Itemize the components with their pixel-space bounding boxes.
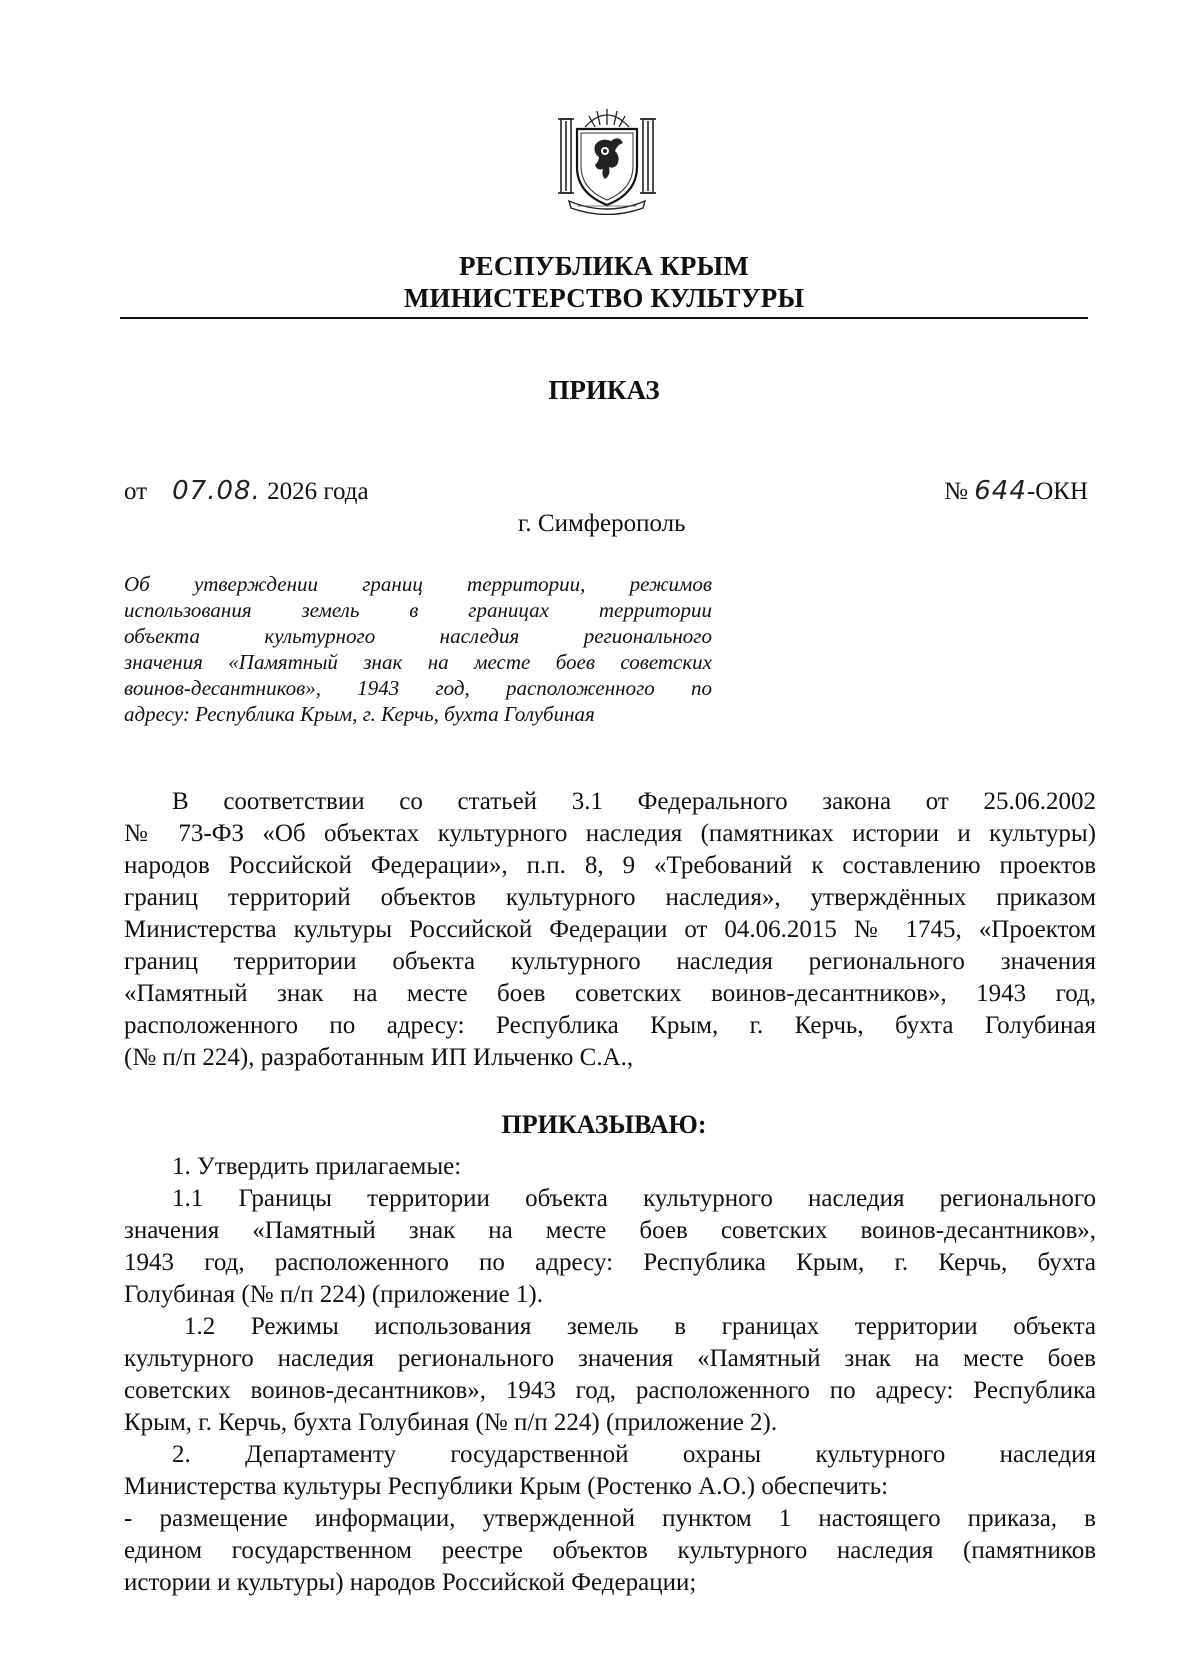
preamble-line: границ территории объекта культурного наследия регионального значения (124, 948, 1096, 975)
order-line: Крым, г. Керчь, бухта Голубиная (№ п/п 224) (приложение 2). (124, 1409, 778, 1436)
order-line: 2. Департаменту государственной охраны культурного наследия (172, 1441, 1096, 1468)
document-date (124, 476, 369, 506)
date-year: 2026 года (267, 478, 369, 505)
crimea-coat-of-arms-icon (555, 105, 659, 215)
preamble-line: Министерства культуры Российской Федерации от 04.06.2015 № 1745, «Проектом (124, 916, 1096, 943)
order-line: истории и культуры) народов Российской Федерации; (124, 1569, 697, 1596)
order-line: 1943 год, расположенного по адресу: Республика Крым, г. Керчь, бухта (124, 1249, 1096, 1276)
city-name: г. Симферополь (518, 510, 686, 537)
order-line: культурного наследия регионального значения «Памятный знак на месте боев (124, 1345, 1096, 1372)
document-number (944, 476, 1088, 506)
header-divider (120, 317, 1088, 319)
number-prefix: № (944, 478, 968, 505)
document-type-title: ПРИКАЗ (548, 375, 660, 405)
order-line: 1. Утвердить прилагаемые: (172, 1153, 462, 1180)
order-line: - размещение информации, утвержденной пунктом 1 настоящего приказа, в (124, 1505, 1096, 1532)
handwritten-number: 644 (974, 476, 1027, 506)
subject-line: Об утверждении границ территории, режимов (124, 572, 712, 596)
order-line: 1.1 Границы территории объекта культурного наследия регионального (172, 1185, 1096, 1212)
preamble-paragraph (124, 786, 1096, 1074)
subject-line: объекта культурного наследия регионального (124, 624, 712, 648)
preamble-line: народов Российской Федерации», п.п. 8, 9 «Требований к составлению проектов (124, 852, 1096, 879)
order-line: советских воинов-десантников», 1943 год, расположенного по адресу: Республика (124, 1377, 1096, 1404)
preamble-line: «Памятный знак на месте боев советских воинов-десантников», 1943 год, (124, 980, 1096, 1007)
subject-line: воинов-десантников», 1943 год, расположенного по (124, 676, 712, 700)
date-prefix: от (124, 478, 148, 505)
preamble-line: (№ п/п 224), разработанным ИП Ильченко С.А., (124, 1044, 634, 1071)
order-line: едином государственном реестре объектов культурного наследия (памятников (124, 1537, 1096, 1564)
order-line: Голубиная (№ п/п 224) (приложение 1). (124, 1281, 544, 1308)
order-directive-heading: ПРИКАЗЫВАЮ: (501, 1110, 707, 1139)
subject-line: использования земель в границах территории (124, 598, 712, 622)
subject-line: значения «Памятный знак на месте боев советских (124, 650, 712, 674)
preamble-line: № 73-ФЗ «Об объектах культурного наследия (памятниках истории и культуры) (124, 820, 1096, 847)
preamble-line: В соответствии со статьей 3.1 Федерального закона от 25.06.2002 (172, 788, 1096, 815)
organization-name-line2: МИНИСТЕРСТВО КУЛЬТУРЫ (403, 283, 805, 313)
preamble-line: границ территорий объектов культурного наследия», утверждённых приказом (124, 884, 1096, 911)
order-subject (124, 571, 712, 727)
preamble-line: расположенного по адресу: Республика Крым, г. Керчь, бухта Голубиная (124, 1012, 1096, 1039)
order-line: 1.2 Режимы использования земель в границах территории объекта (184, 1313, 1096, 1340)
order-line: значения «Памятный знак на месте боев советских воинов-десантников», (124, 1217, 1096, 1244)
subject-line: адресу: Республика Крым, г. Керчь, бухта Голубиная (124, 702, 595, 726)
order-line: Министерства культуры Республики Крым (Ростенко А.О.) обеспечить: (124, 1473, 889, 1500)
organization-name-line1: РЕСПУБЛИКА КРЫМ (458, 251, 749, 281)
order-items (124, 1151, 1096, 1599)
handwritten-date: 07.08. (172, 476, 261, 506)
number-suffix: -ОКН (1026, 478, 1088, 505)
